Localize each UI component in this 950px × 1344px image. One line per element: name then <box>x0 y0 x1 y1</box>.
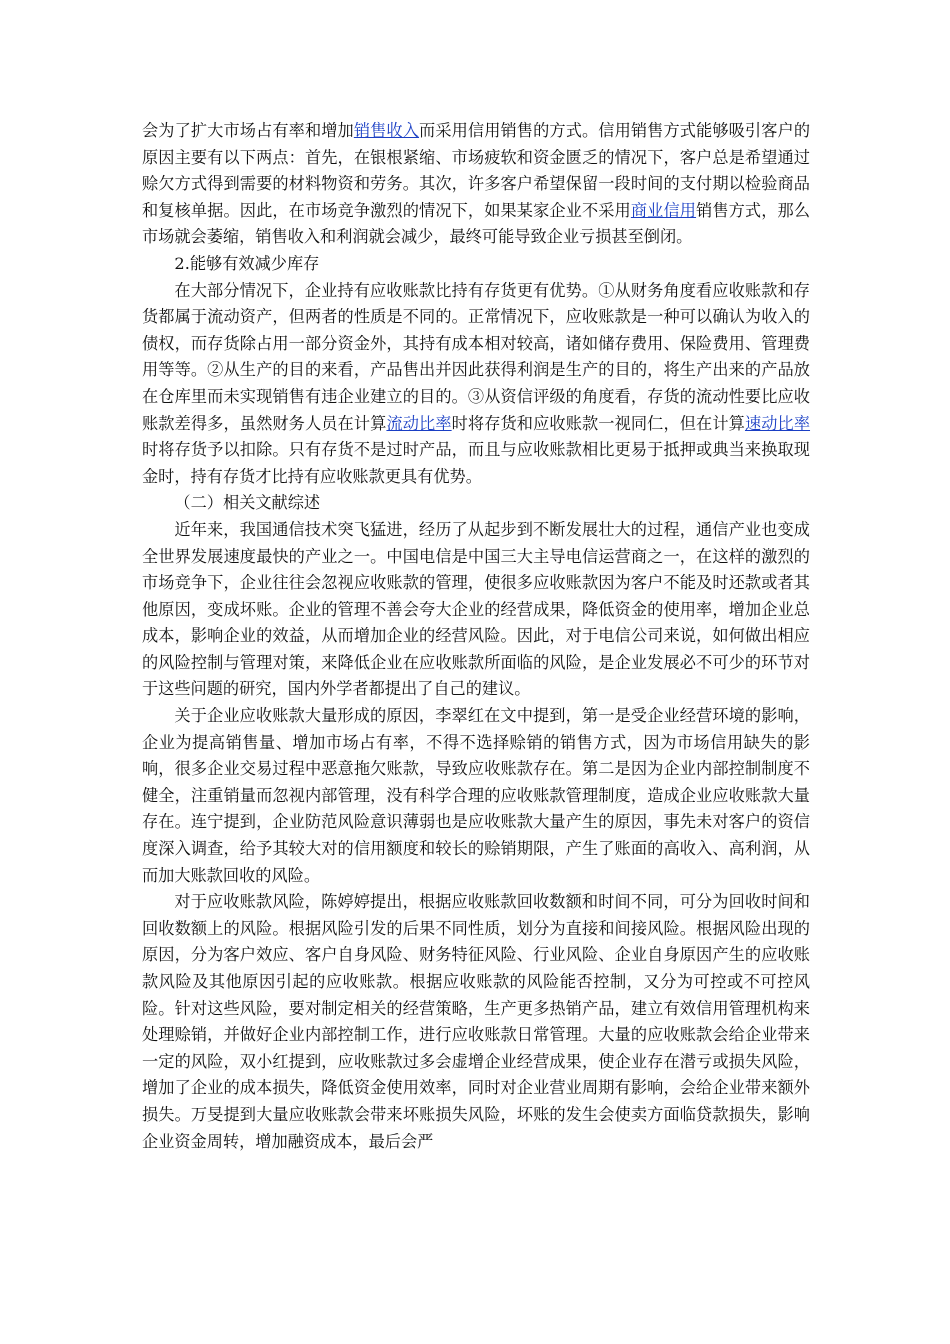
paragraph-causes: 关于企业应收账款大量形成的原因，李翠红在文中提到，第一是受企业经营环境的影响，企业为提高销售量、增加市场占有率，不得不选择赊销的销售方式，因为市场信用缺失的影响，很多企业交易过程中恶意拖欠账款，导致应收账款存在。第二是因为企业内部控制制度不健全，注重销量而忽视内部管理，没有科学合理的应收账款管理制度，造成企业应收账款大量存在。连宁提到，企业防范风险意识薄弱也是应收账款大量产生的原因，事先未对客户的资信度深入调查，给予其较大对的信用额度和较长的赊销期限，产生了账面的高收入、高利润，从而加大账款回收的风险。 <box>142 706 810 885</box>
document-page <box>142 118 810 1155</box>
text-segment: 在大部分情况下，企业持有应收账款比持有存货更有优势。①从财务角度看应收账款和存货都属于流动资产，但两者的性质是不同的。正常情况下，应收账款是一种可以确认为收入的债权，而存货除占用一部分资金外，其持有成本相对较高，诸如储存费用、保险费用、管理费用等等。②从生产的目的来看，产品售出并因此获得利润是生产的目的，将生产出来的产品放在仓库里而未实现销售有违企业建立的目的。③从资信评级的角度看，存货的流动性要比应收账款差得多，虽然财务人员在计算 <box>142 280 810 433</box>
paragraph-telecom: 近年来，我国通信技术突飞猛进，经历了从起步到不断发展壮大的过程，通信产业也变成全世界发展速度最快的产业之一。中国电信是中国三大主导电信运营商之一，在这样的激烈的市场竞争下，企业往往会忽视应收账款的管理，使很多应收账款因为客户不能及时还款或者其他原因，变成坏账。企业的管理不善会夸大企业的经营成果，降低资金的使用率，增加企业总成本，影响企业的效益，从而增加企业的经营风险。因此，对于电信公司来说，如何做出相应的风险控制与管理对策，来降低企业在应收账款所面临的风险，是企业发展必不可少的环节对于这些问题的研究，国内外学者都提出了自己的建议。 <box>142 519 810 699</box>
link-quick-ratio[interactable]: 速动比率 <box>744 413 811 433</box>
paragraph-risks: 对于应收账款风险，陈婷婷提出，根据应收账款回收数额和时间不同，可分为回收时间和回收数额上的风险。根据风险引发的后果不同性质，划分为直接和间接风险。根据风险出现的原因，分为客户效应、客户自身风险、财务特征风险、行业风险、企业自身原因产生的应收账款风险及其他原因引起的应收账款。根据应收账款的风险能否控制，又分为可控或不可控风险。针对这些风险，要对制定相关的经营策略，生产更多热销产品，建立有效信用管理机构来处理赊销，并做好企业内部控制工作，进行应收账款日常管理。大量的应收账款会给企业带来一定的风险，双小红提到，应收账款过多会虚增企业经营成果，使企业存在潜亏或损失风险，增加了企业的成本损失，降低资金使用效率，同时对企业营业周期有影响，会给企业带来额外损失。万旻提到大量应收账款会带来坏账损失风险，坏账的发生会使卖方面临贷款损失，影响企业资金周转，增加融资成本，最后会严 <box>142 892 810 1151</box>
section-heading-literature-review: （二）相关文献综述 <box>174 493 321 513</box>
paragraph-inventory <box>142 278 810 491</box>
link-current-ratio[interactable]: 流动比率 <box>386 413 452 433</box>
text-segment: 而采用信用销售的方式。信用销售方式能够吸引客户的原因主要有以下两点：首先，在银根紧缩、市场疲软和资金匮乏的情况下，客户总是希望通过赊欠方式得到需要的材料物资和劳务。其次，许多客户希望保留一段时间的支付期以检验商品和复核单据。因此，在市场竞争激烈的情况下，如果某家企业不采用 <box>142 121 811 220</box>
link-sales-revenue[interactable]: 销售收入 <box>353 121 420 140</box>
text-segment: 会为了扩大市场占有率和增加 <box>142 121 354 140</box>
text-segment: 时将存货和应收账款一视同仁，但在计算 <box>451 413 745 433</box>
section-heading-reduce-inventory: 2.能够有效减少库存 <box>174 253 320 273</box>
link-commercial-credit[interactable]: 商业信用 <box>630 200 697 220</box>
text-segment: 销售方式，那么市场就会萎缩，销售收入和利润就会减少，最终可能导致企业亏损甚至倒闭。 <box>142 200 811 247</box>
paragraph-credit-sales <box>142 118 810 251</box>
text-segment: 时将存货予以扣除。只有存货不是过时产品，而且与应收账款相比更易于抵押或典当来换取现金时，持有存货才比持有应收账款更具有优势。 <box>142 440 810 486</box>
